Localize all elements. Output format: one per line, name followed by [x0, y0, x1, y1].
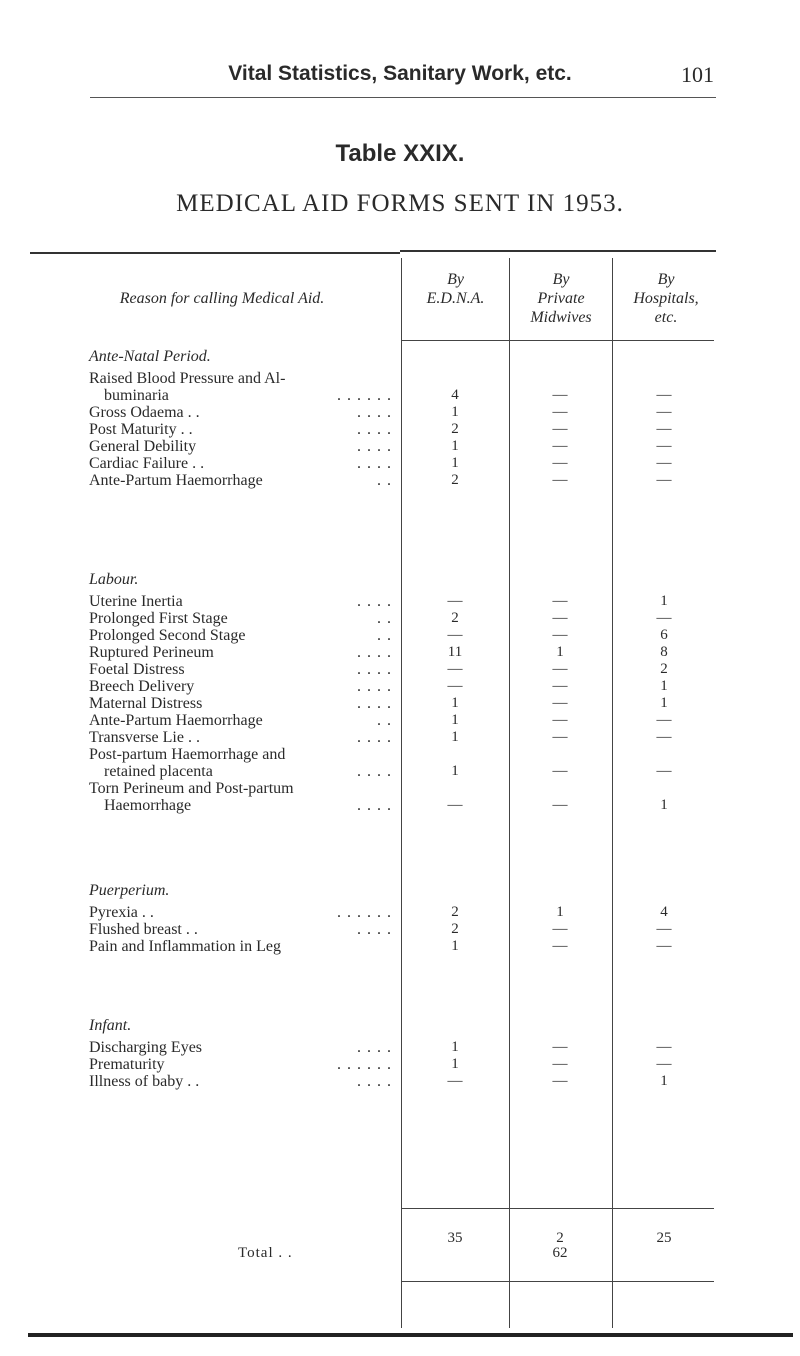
- total-label: Total . .: [238, 1245, 293, 1261]
- cell-hospitals: —: [656, 438, 672, 454]
- row-label: Ruptured Perineum: [89, 644, 214, 661]
- row-label: Prolonged Second Stage: [89, 627, 246, 644]
- cell-private: 1: [556, 644, 564, 660]
- cell-private: —: [552, 921, 568, 937]
- row-label: Gross Odaema . .: [89, 404, 200, 421]
- row-label: Post Maturity . .: [89, 421, 193, 438]
- cell-edna: 4: [451, 387, 459, 403]
- column-header-private-line1: By: [552, 271, 570, 288]
- column-header-edna-line2: E.D.N.A.: [426, 290, 485, 307]
- table-title: Table XXIX.: [335, 140, 465, 167]
- cell-private: —: [552, 1039, 568, 1055]
- row-label: Illness of baby . .: [89, 1073, 200, 1090]
- column-header-private: [510, 270, 612, 327]
- cell-hospitals: —: [656, 610, 672, 626]
- column-header-edna: [402, 270, 509, 308]
- table-bottom-rule: [28, 1333, 793, 1337]
- cell-edna: 2: [451, 472, 459, 488]
- row-label: Flushed breast . .: [89, 921, 198, 938]
- table-subtitle: MEDICAL AID FORMS SENT IN 1953.: [176, 190, 624, 217]
- cell-hospitals: 1: [660, 1073, 668, 1089]
- row-label: Prematurity: [89, 1056, 165, 1073]
- cell-hospitals: 6: [660, 627, 668, 643]
- cell-edna: 1: [451, 729, 459, 745]
- total-hospitals: 25: [656, 1230, 672, 1246]
- cell-edna: —: [447, 1073, 463, 1089]
- page-number: 101: [681, 62, 714, 87]
- row-label: Uterine Inertia: [89, 593, 183, 610]
- cell-edna: 2: [451, 421, 459, 437]
- row-label: buminaria: [104, 387, 169, 404]
- total-rule: [402, 1281, 714, 1282]
- cell-edna: 2: [451, 904, 459, 920]
- cell-private: —: [552, 593, 568, 609]
- row-leader-dots: . .: [377, 712, 392, 729]
- cell-private: —: [552, 472, 568, 488]
- cell-private: —: [552, 1056, 568, 1072]
- row-leader-dots: . . . . . .: [337, 387, 392, 404]
- row-label: Raised Blood Pressure and Al-: [89, 370, 286, 387]
- cell-hospitals: 1: [660, 678, 668, 694]
- cell-private: —: [552, 678, 568, 694]
- section-title: Labour.: [89, 571, 139, 588]
- cell-private: 1: [556, 904, 564, 920]
- row-leader-dots: . . . .: [357, 644, 392, 661]
- cell-private: —: [552, 763, 568, 779]
- cell-private: —: [552, 661, 568, 677]
- cell-edna: 1: [451, 455, 459, 471]
- cell-private: —: [552, 712, 568, 728]
- cell-hospitals: —: [656, 404, 672, 420]
- cell-hospitals: —: [656, 1039, 672, 1055]
- cell-edna: —: [447, 661, 463, 677]
- column-header-hospitals: [613, 270, 719, 327]
- row-leader-dots: . .: [377, 472, 392, 489]
- row-label: Prolonged First Stage: [89, 610, 228, 627]
- table-top-rule: [30, 252, 400, 254]
- cell-private: —: [552, 404, 568, 420]
- cell-hospitals: —: [656, 421, 672, 437]
- row-leader-dots: . . . .: [357, 404, 392, 421]
- cell-edna: —: [447, 593, 463, 609]
- total-private: 2: [556, 1230, 564, 1246]
- row-leader-dots: . . . .: [357, 763, 392, 780]
- column-divider-1: [401, 258, 402, 1328]
- row-leader-dots: . . . .: [357, 1039, 392, 1056]
- cell-private: —: [552, 387, 568, 403]
- column-header-private-line2: Private: [537, 290, 585, 307]
- table-top-rule-right: [400, 250, 716, 252]
- cell-hospitals: —: [656, 938, 672, 954]
- row-label: General Debility: [89, 438, 197, 455]
- cell-edna: 2: [451, 610, 459, 626]
- row-label: Pain and Inflammation in Leg: [89, 938, 281, 955]
- cell-hospitals: —: [656, 455, 672, 471]
- cell-edna: 1: [451, 695, 459, 711]
- column-header-hospitals-line3: etc.: [654, 309, 678, 326]
- row-leader-dots: . . . .: [357, 729, 392, 746]
- cell-hospitals: —: [656, 712, 672, 728]
- row-leader-dots: . . . . . .: [337, 904, 392, 921]
- cell-private: —: [552, 695, 568, 711]
- cell-edna: 1: [451, 763, 459, 779]
- row-leader-dots: . . . .: [357, 593, 392, 610]
- row-leader-dots: . . . .: [357, 797, 392, 814]
- cell-private: —: [552, 729, 568, 745]
- row-label: Maternal Distress: [89, 695, 203, 712]
- cell-edna: —: [447, 627, 463, 643]
- row-label: Discharging Eyes: [89, 1039, 203, 1056]
- cell-private: —: [552, 421, 568, 437]
- column-header-hospitals-line1: By: [657, 271, 675, 288]
- cell-hospitals: —: [656, 1056, 672, 1072]
- running-head: [0, 62, 800, 88]
- column-header-hospitals-line2: Hospitals,: [633, 290, 699, 307]
- column-header-private-line3: Midwives: [530, 309, 592, 326]
- cell-private: —: [552, 1073, 568, 1089]
- cell-hospitals: 1: [660, 695, 668, 711]
- cell-edna: 1: [451, 938, 459, 954]
- row-label: Ante-Partum Haemorrhage: [89, 712, 263, 729]
- section-title: Infant.: [89, 1017, 132, 1034]
- cell-hospitals: —: [656, 763, 672, 779]
- cell-private: —: [552, 455, 568, 471]
- section-title: Puerperium.: [89, 882, 170, 899]
- row-leader-dots: . .: [377, 627, 392, 644]
- row-leader-dots: . . . .: [357, 438, 392, 455]
- column-header-edna-line1: By: [447, 271, 464, 288]
- cell-private: —: [552, 627, 568, 643]
- column-divider-3: [612, 258, 613, 1328]
- cell-edna: 1: [451, 404, 459, 420]
- row-label: Breech Delivery: [89, 678, 195, 695]
- cell-edna: 1: [451, 438, 459, 454]
- total-edna: 35: [447, 1230, 463, 1246]
- cell-edna: 2: [451, 921, 459, 937]
- cell-edna: 1: [451, 1056, 459, 1072]
- cell-hospitals: —: [656, 472, 672, 488]
- cell-edna: 11: [447, 644, 463, 660]
- cell-private: —: [552, 938, 568, 954]
- cell-hospitals: 1: [660, 593, 668, 609]
- grand-total: 62: [552, 1245, 568, 1261]
- cell-hospitals: —: [656, 387, 672, 403]
- cell-edna: 1: [451, 712, 459, 728]
- cell-edna: —: [447, 678, 463, 694]
- row-leader-dots: . .: [377, 610, 392, 627]
- row-label: retained placenta: [104, 763, 213, 780]
- cell-edna: 1: [451, 1039, 459, 1055]
- cell-private: —: [552, 797, 568, 813]
- cell-hospitals: —: [656, 729, 672, 745]
- row-leader-dots: . . . .: [357, 695, 392, 712]
- row-leader-dots: . . . .: [357, 1073, 392, 1090]
- header-bottom-rule: [402, 340, 714, 341]
- running-head-title: Vital Statistics, Sanitary Work, etc.: [228, 62, 572, 85]
- row-leader-dots: . . . .: [357, 921, 392, 938]
- row-leader-dots: . . . . . .: [337, 1056, 392, 1073]
- row-label: Transverse Lie . .: [89, 729, 200, 746]
- cell-hospitals: —: [656, 921, 672, 937]
- row-label: Haemorrhage: [104, 797, 192, 814]
- column-header-reason: Reason for calling Medical Aid.: [119, 290, 325, 307]
- cell-edna: —: [447, 797, 463, 813]
- cell-hospitals: 8: [660, 644, 668, 660]
- subtotal-rule: [402, 1208, 714, 1209]
- row-label: Ante-Partum Haemorrhage: [89, 472, 263, 489]
- row-leader-dots: . . . .: [357, 678, 392, 695]
- cell-private: —: [552, 438, 568, 454]
- row-label: Post-partum Haemorrhage and: [89, 746, 286, 763]
- row-label: Cardiac Failure . .: [89, 455, 205, 472]
- cell-private: —: [552, 610, 568, 626]
- row-label: Torn Perineum and Post-partum: [89, 780, 294, 797]
- cell-hospitals: 4: [660, 904, 668, 920]
- column-divider-2: [509, 258, 510, 1328]
- cell-hospitals: 1: [660, 797, 668, 813]
- row-label: Foetal Distress: [89, 661, 185, 678]
- row-label: Pyrexia . .: [89, 904, 154, 921]
- header-rule: [90, 97, 716, 98]
- row-leader-dots: . . . .: [357, 661, 392, 678]
- section-title: Ante-Natal Period.: [89, 348, 211, 365]
- row-leader-dots: . . . .: [357, 455, 392, 472]
- cell-hospitals: 2: [660, 661, 668, 677]
- row-leader-dots: . . . .: [357, 421, 392, 438]
